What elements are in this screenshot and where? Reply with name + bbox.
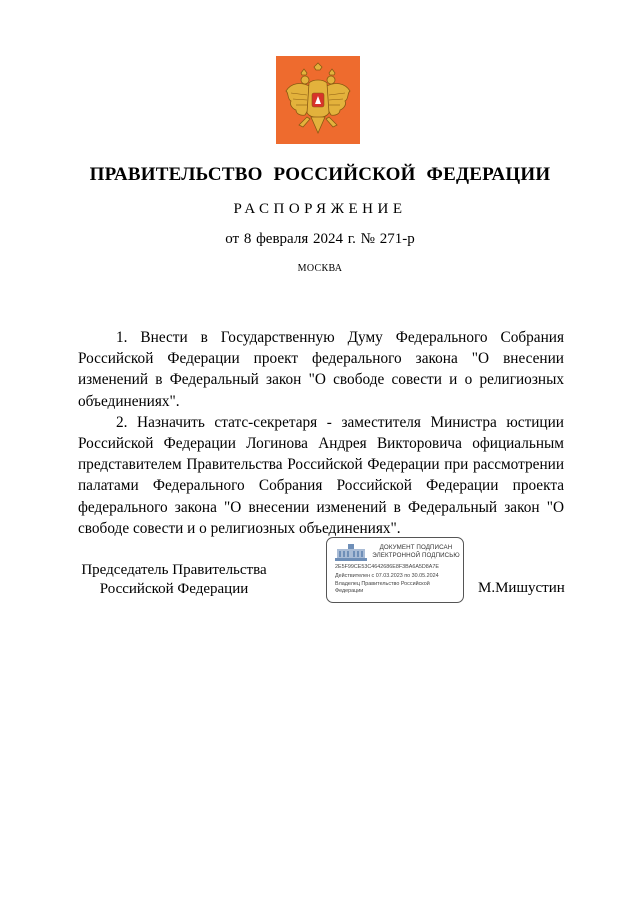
government-building-icon [335, 543, 367, 561]
electronic-signature-stamp [326, 537, 464, 603]
paragraph-2: 2. Назначить статс-секретаря - заместителя Министра юстиции Российской Федерации Логинова Андрея Викторовича официальным представителем Правительства Российской Федерации при рассмотрении палатами Федерального Собрания Российской Федерации проекта федерального закона "О внесении изменений в Федеральный закон "О свободе совести и о религиозных объединениях". [78, 413, 564, 537]
stamp-validity: Действителен с 07.03.2023 по 30.05.2024 [335, 573, 439, 579]
document-type: РАСПОРЯЖЕНИЕ [233, 201, 407, 217]
stamp-heading-line2: ЭЛЕКТРОННОЙ ПОДПИСЬЮ [372, 552, 460, 559]
stamp-owner-line2: Федерации [335, 588, 364, 594]
stamp-owner-line1: Владелец Правительство Российской [335, 581, 430, 587]
paragraph-1: 1. Внести в Государственную Думу Федерального Собрания Российской Федерации проект федерального закона "О внесении изменений в Федеральный закон "О свободе совести и о религиозных объединениях". [78, 329, 564, 410]
signatory-position-line2: Российской Федерации [99, 581, 249, 597]
stamp-heading [371, 544, 461, 560]
signatory-position [76, 561, 272, 599]
double-headed-eagle-icon [283, 61, 353, 139]
document-body [78, 327, 564, 539]
document-city: МОСКВА [297, 263, 343, 274]
signatory-name: М.Мишустин [478, 580, 565, 596]
stamp-heading-line1: ДОКУМЕНТ ПОДПИСАН [379, 544, 453, 551]
state-emblem [276, 56, 360, 144]
document-title: ПРАВИТЕЛЬСТВО РОССИЙСКОЙ ФЕДЕРАЦИИ [89, 164, 551, 185]
document-date-number: от 8 февраля 2024 г. № 271-р [225, 231, 415, 247]
signatory-position-line1: Председатель Правительства [81, 562, 267, 578]
stamp-serial: 2E5F99CE53C4642686E8F3BA6A5D8A7E [335, 564, 439, 570]
